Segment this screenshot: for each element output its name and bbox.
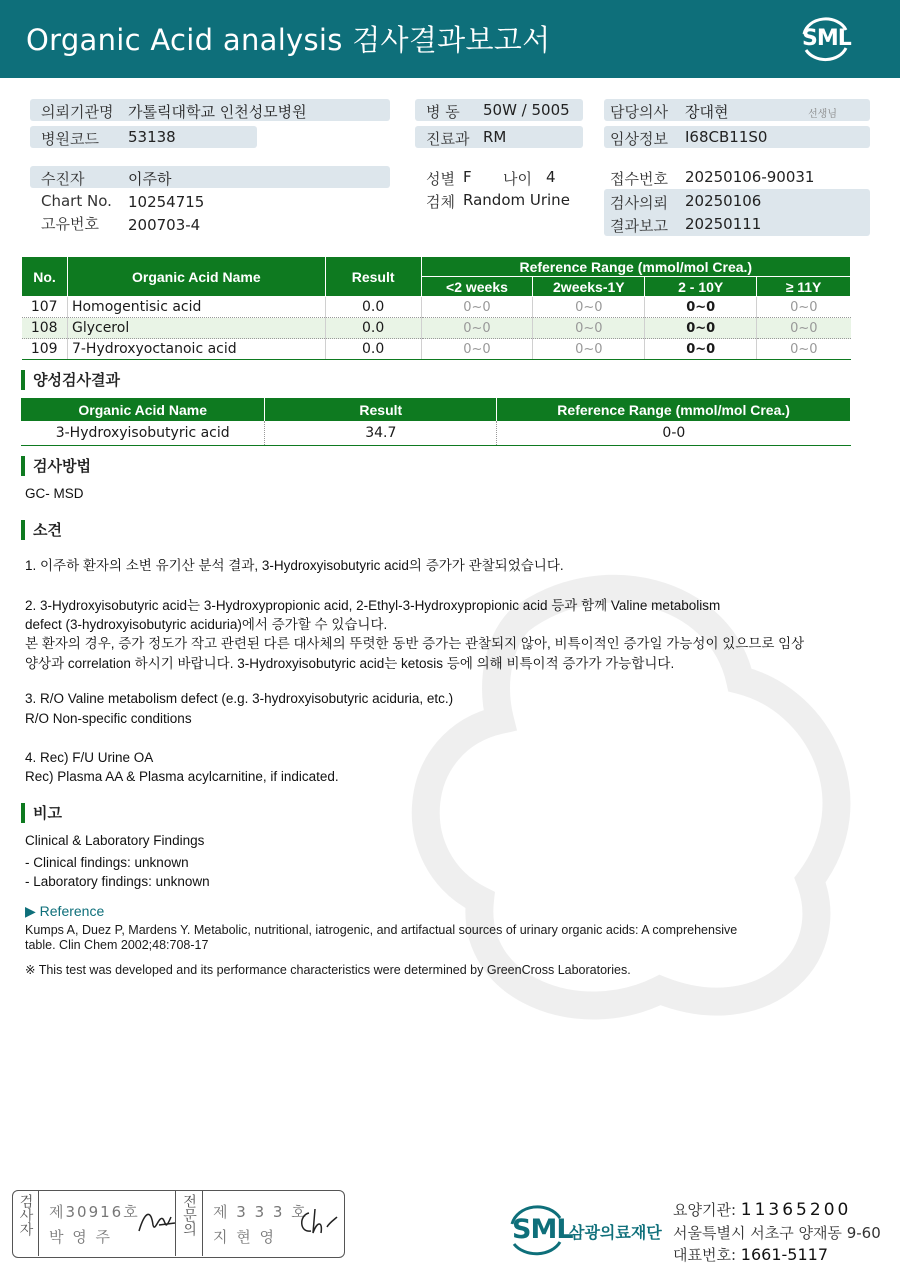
- row-ref: 0~0: [533, 339, 645, 360]
- finding-line: 본 환자의 경우, 증가 정도가 작고 관련된 다른 대사체의 뚜렷한 동반 증가는 관찰되지 않아, 비특이적인 증가일 가능성이 있으므로 임상: [25, 636, 805, 651]
- reception-label: 접수번호: [610, 170, 668, 188]
- remark-line: - Clinical findings: unknown: [25, 855, 189, 870]
- finding-line: R/O Non-specific conditions: [25, 711, 192, 726]
- sml-logo: [796, 14, 854, 64]
- row-no: 107: [22, 297, 68, 318]
- sex-label: 성별: [426, 170, 455, 188]
- specialist-signature: [295, 1205, 339, 1239]
- age-value: 4: [546, 168, 556, 186]
- report-header: [0, 0, 900, 78]
- col-no: No.: [22, 257, 68, 297]
- row-name: Homogentisic acid: [67, 297, 325, 318]
- chart-value: 10254715: [128, 193, 205, 211]
- remark-line: Clinical & Laboratory Findings: [25, 833, 205, 848]
- col-ref-2w1y: 2weeks-1Y: [533, 277, 645, 297]
- finding-line: Rec) Plasma AA & Plasma acylcarnitine, if indicated.: [25, 769, 339, 784]
- specialist-label-text: 전문의: [181, 1194, 197, 1236]
- row-ref: 0~0: [421, 339, 533, 360]
- row-ref: 0~0: [421, 297, 533, 318]
- department-value: RM: [483, 128, 507, 146]
- finding-line: 1. 이주하 환자의 소변 유기산 분석 결과, 3-Hydroxyisobutyric acid의 증가가 관찰되었습니다.: [25, 558, 564, 573]
- specimen-label: 검체: [426, 193, 455, 211]
- patient-label: 수진자: [41, 170, 85, 188]
- specialist-name: 지 현 영: [213, 1228, 277, 1246]
- row-ref-active: 0~0: [645, 297, 757, 318]
- row-ref-active: 0~0: [645, 339, 757, 360]
- sex-value: F: [463, 168, 472, 186]
- col-ref-ge11y: ≥ 11Y: [757, 277, 851, 297]
- positive-table: [21, 398, 851, 446]
- age-label: 나이: [503, 170, 532, 188]
- hospital-code-value: 53138: [128, 128, 176, 146]
- request-label: 검사의뢰: [610, 194, 668, 212]
- hospital-code-label: 병원코드: [41, 130, 99, 148]
- sml-logo-text: SML: [802, 26, 851, 51]
- inspector-no: 제30916호: [49, 1203, 140, 1221]
- request-value: 20250106: [685, 192, 762, 210]
- chart-label: Chart No.: [41, 192, 112, 210]
- ward-label: 병 동: [426, 103, 460, 121]
- institution-code-label: 요양기관:: [673, 1201, 737, 1219]
- row-ref: 0~0: [421, 318, 533, 339]
- finding-line: 2. 3-Hydroxyisobutyric acid는 3-Hydroxypropionic acid, 2-Ethyl-3-Hydroxypropionic acid 등과 함께 Valine metabolism: [25, 598, 721, 613]
- specialist-no: 제 3 3 3 호: [213, 1203, 308, 1221]
- signature-box: [12, 1190, 345, 1258]
- institution-code: [673, 1199, 851, 1220]
- pos-col-name: Organic Acid Name: [21, 398, 265, 421]
- col-name: Organic Acid Name: [67, 257, 325, 297]
- row-ref: 0~0: [533, 297, 645, 318]
- patient-value: 이주하: [128, 170, 172, 188]
- finding-line: 4. Rec) F/U Urine OA: [25, 750, 154, 765]
- inspector-label: [13, 1191, 39, 1256]
- specimen-value: Random Urine: [463, 191, 570, 209]
- pos-ref: 0-0: [497, 421, 851, 445]
- phone: [673, 1244, 828, 1265]
- pos-col-ref: Reference Range (mmol/mol Crea.): [497, 398, 851, 421]
- unique-value: 200703-4: [128, 216, 201, 234]
- row-ref: 0~0: [757, 318, 851, 339]
- row-ref: 0~0: [757, 297, 851, 318]
- row-result: 0.0: [325, 339, 421, 360]
- unique-label: 고유번호: [41, 215, 99, 233]
- row-result: 0.0: [325, 318, 421, 339]
- clinical-value: I68CB11S0: [685, 128, 768, 146]
- table-row: [22, 297, 851, 318]
- pos-name: 3-Hydroxyisobutyric acid: [21, 421, 265, 445]
- method-text: GC- MSD: [25, 486, 84, 501]
- remarks-section-title: 비고: [21, 803, 62, 823]
- findings-section-title: 소견: [21, 520, 62, 540]
- col-ref-lt2w: <2 weeks: [421, 277, 533, 297]
- institution-label: 의뢰기관명: [41, 103, 114, 121]
- doctor-label: 담당의사: [610, 103, 668, 121]
- row-ref: 0~0: [757, 339, 851, 360]
- institution-code-value: 11365200: [740, 1200, 852, 1220]
- reception-value: 20250106-90031: [685, 168, 815, 186]
- pos-result: 34.7: [265, 421, 497, 445]
- report-title: Organic Acid analysis 검사결과보고서: [26, 23, 551, 57]
- phone-label: 대표번호:: [673, 1246, 737, 1264]
- doctor-suffix: 선생님: [808, 109, 837, 120]
- inspector-signature: [135, 1205, 179, 1239]
- col-reference: Reference Range (mmol/mol Crea.): [421, 257, 850, 277]
- row-result: 0.0: [325, 297, 421, 318]
- reference-line: Kumps A, Duez P, Mardens Y. Metabolic, nutritional, iatrogenic, and artifactual sources of urinary organic acids: A comprehensive: [25, 923, 738, 937]
- reference-line: table. Clin Chem 2002;48:708-17: [25, 938, 209, 952]
- footer-logo-text: SML: [512, 1214, 573, 1245]
- doctor-value: 장대현: [685, 103, 729, 121]
- row-no: 109: [22, 339, 68, 360]
- department-label: 진료과: [426, 130, 470, 148]
- ward-value: 50W / 5005: [483, 101, 570, 119]
- row-name: Glycerol: [67, 318, 325, 339]
- row-ref-active: 0~0: [645, 318, 757, 339]
- inspector-name: 박 영 주: [49, 1228, 113, 1246]
- finding-line: 3. R/O Valine metabolism defect (e.g. 3-hydroxyisobutyric aciduria, etc.): [25, 691, 454, 706]
- sml-footer-logo: [512, 1200, 672, 1256]
- clinical-label: 임상정보: [610, 130, 668, 148]
- row-name: 7-Hydroxyoctanoic acid: [67, 339, 325, 360]
- row-no: 108: [22, 318, 68, 339]
- address: 서울특별시 서초구 양재동 9-60: [673, 1224, 881, 1242]
- col-result: Result: [325, 257, 421, 297]
- specialist-label: [175, 1191, 203, 1256]
- institution-value: 가톨릭대학교 인천성모병원: [128, 103, 307, 121]
- remark-line: - Laboratory findings: unknown: [25, 874, 210, 889]
- finding-line: defect (3-hydroxyisobutyric aciduria)에서 증가할 수 있습니다.: [25, 617, 388, 632]
- row-ref: 0~0: [533, 318, 645, 339]
- watermark-logo: [400, 560, 880, 1030]
- table-row: [21, 421, 851, 445]
- phone-value: 1661-5117: [740, 1245, 829, 1264]
- finding-line: 양상과 correlation 하시기 바랍니다. 3-Hydroxyisobutyric acid는 ketosis 등에 의해 비특이적 증가가 가능합니다.: [25, 656, 675, 671]
- method-section-title: 검사방법: [21, 456, 91, 476]
- report-label: 결과보고: [610, 217, 668, 235]
- positive-section-title: 양성검사결과: [21, 370, 120, 390]
- reference-title: ▶ Reference: [25, 903, 105, 919]
- inspector-label-text: 검사자: [17, 1194, 34, 1236]
- results-table: [21, 256, 851, 360]
- table-row: [22, 318, 851, 339]
- pos-col-result: Result: [265, 398, 497, 421]
- report-value: 20250111: [685, 215, 762, 233]
- col-ref-2-10y: 2 - 10Y: [645, 277, 757, 297]
- reference-note: ※ This test was developed and its performance characteristics were determined by GreenCross Laboratories.: [25, 963, 631, 977]
- org-name: 삼광의료재단: [569, 1223, 662, 1242]
- table-row: [22, 339, 851, 360]
